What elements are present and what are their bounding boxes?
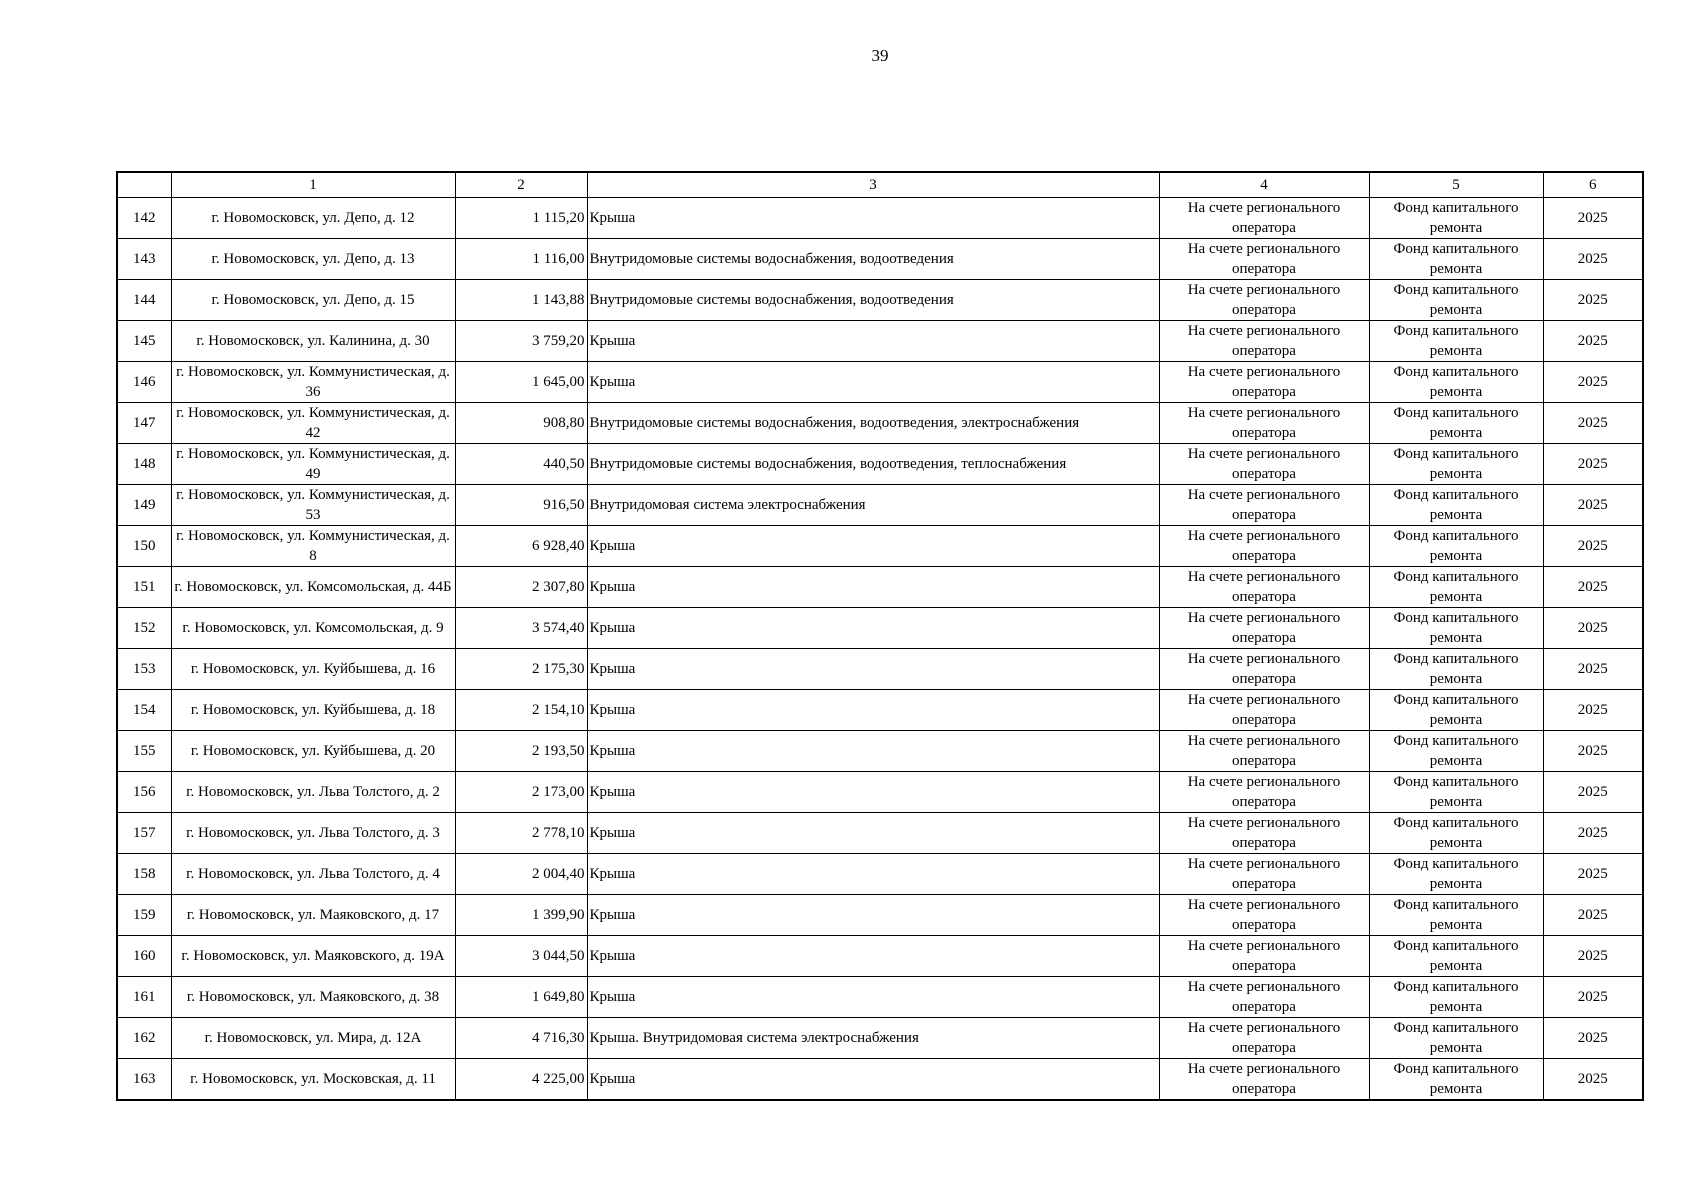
address-cell: г. Новомосковск, ул. Маяковского, д. 17	[171, 895, 455, 936]
funding-source-cell: Фонд капитального ремонта	[1369, 198, 1543, 239]
account-cell: На счете регионального оператора	[1159, 280, 1369, 321]
row-number: 154	[117, 690, 171, 731]
row-number: 157	[117, 813, 171, 854]
work-type-cell: Крыша	[587, 567, 1159, 608]
row-number: 150	[117, 526, 171, 567]
table-row	[117, 239, 1643, 280]
table-row	[117, 731, 1643, 772]
work-type-cell: Крыша	[587, 936, 1159, 977]
area-cell: 6 928,40	[455, 526, 587, 567]
account-cell: На счете регионального оператора	[1159, 403, 1369, 444]
table-row	[117, 444, 1643, 485]
area-cell: 4 225,00	[455, 1059, 587, 1101]
work-type-cell: Крыша	[587, 690, 1159, 731]
area-cell: 2 173,00	[455, 772, 587, 813]
account-cell: На счете регионального оператора	[1159, 485, 1369, 526]
work-type-cell: Крыша. Внутридомовая система электроснабжения	[587, 1018, 1159, 1059]
work-type-cell: Крыша	[587, 731, 1159, 772]
account-cell: На счете регионального оператора	[1159, 444, 1369, 485]
year-cell: 2025	[1543, 280, 1643, 321]
row-number: 145	[117, 321, 171, 362]
capital-repair-table	[116, 171, 1644, 1101]
header-cell: 4	[1159, 172, 1369, 198]
account-cell: На счете регионального оператора	[1159, 362, 1369, 403]
account-cell: На счете регионального оператора	[1159, 936, 1369, 977]
work-type-cell: Крыша	[587, 198, 1159, 239]
header-cell: 1	[171, 172, 455, 198]
header-row	[117, 172, 1643, 198]
table-row	[117, 280, 1643, 321]
funding-source-cell: Фонд капитального ремонта	[1369, 280, 1543, 321]
year-cell: 2025	[1543, 977, 1643, 1018]
year-cell: 2025	[1543, 608, 1643, 649]
work-type-cell: Крыша	[587, 977, 1159, 1018]
area-cell: 1 649,80	[455, 977, 587, 1018]
address-cell: г. Новомосковск, ул. Маяковского, д. 19А	[171, 936, 455, 977]
funding-source-cell: Фонд капитального ремонта	[1369, 567, 1543, 608]
table-row	[117, 772, 1643, 813]
work-type-cell: Внутридомовые системы водоснабжения, водоотведения, электроснабжения	[587, 403, 1159, 444]
row-number: 163	[117, 1059, 171, 1101]
account-cell: На счете регионального оператора	[1159, 567, 1369, 608]
account-cell: На счете регионального оператора	[1159, 813, 1369, 854]
work-type-cell: Крыша	[587, 362, 1159, 403]
area-cell: 908,80	[455, 403, 587, 444]
year-cell: 2025	[1543, 690, 1643, 731]
area-cell: 1 399,90	[455, 895, 587, 936]
year-cell: 2025	[1543, 1059, 1643, 1101]
row-number: 152	[117, 608, 171, 649]
funding-source-cell: Фонд капитального ремонта	[1369, 649, 1543, 690]
work-type-cell: Внутридомовые системы водоснабжения, водоотведения, теплоснабжения	[587, 444, 1159, 485]
area-cell: 916,50	[455, 485, 587, 526]
funding-source-cell: Фонд капитального ремонта	[1369, 895, 1543, 936]
page-number: 39	[871, 46, 889, 65]
address-cell: г. Новомосковск, ул. Депо, д. 13	[171, 239, 455, 280]
address-cell: г. Новомосковск, ул. Калинина, д. 30	[171, 321, 455, 362]
work-type-cell: Крыша	[587, 321, 1159, 362]
work-type-cell: Внутридомовые системы водоснабжения, водоотведения	[587, 280, 1159, 321]
account-cell: На счете регионального оператора	[1159, 1059, 1369, 1101]
year-cell: 2025	[1543, 526, 1643, 567]
row-number: 147	[117, 403, 171, 444]
header-cell: 2	[455, 172, 587, 198]
table-row	[117, 690, 1643, 731]
account-cell: На счете регионального оператора	[1159, 649, 1369, 690]
header-cell: 6	[1543, 172, 1643, 198]
work-type-cell: Крыша	[587, 1059, 1159, 1101]
funding-source-cell: Фонд капитального ремонта	[1369, 403, 1543, 444]
area-cell: 2 154,10	[455, 690, 587, 731]
year-cell: 2025	[1543, 567, 1643, 608]
address-cell: г. Новомосковск, ул. Куйбышева, д. 18	[171, 690, 455, 731]
funding-source-cell: Фонд капитального ремонта	[1369, 321, 1543, 362]
address-cell: г. Новомосковск, ул. Коммунистическая, д. 8	[171, 526, 455, 567]
funding-source-cell: Фонд капитального ремонта	[1369, 690, 1543, 731]
address-cell: г. Новомосковск, ул. Комсомольская, д. 44Б	[171, 567, 455, 608]
funding-source-cell: Фонд капитального ремонта	[1369, 239, 1543, 280]
year-cell: 2025	[1543, 403, 1643, 444]
address-cell: г. Новомосковск, ул. Коммунистическая, д. 49	[171, 444, 455, 485]
address-cell: г. Новомосковск, ул. Льва Толстого, д. 2	[171, 772, 455, 813]
address-cell: г. Новомосковск, ул. Куйбышева, д. 16	[171, 649, 455, 690]
address-cell: г. Новомосковск, ул. Московская, д. 11	[171, 1059, 455, 1101]
account-cell: На счете регионального оператора	[1159, 198, 1369, 239]
account-cell: На счете регионального оператора	[1159, 854, 1369, 895]
address-cell: г. Новомосковск, ул. Маяковского, д. 38	[171, 977, 455, 1018]
work-type-cell: Внутридомовая система электроснабжения	[587, 485, 1159, 526]
row-number: 151	[117, 567, 171, 608]
area-cell: 2 193,50	[455, 731, 587, 772]
area-cell: 1 115,20	[455, 198, 587, 239]
account-cell: На счете регионального оператора	[1159, 321, 1369, 362]
year-cell: 2025	[1543, 198, 1643, 239]
table-row	[117, 813, 1643, 854]
work-type-cell: Крыша	[587, 649, 1159, 690]
address-cell: г. Новомосковск, ул. Коммунистическая, д. 42	[171, 403, 455, 444]
year-cell: 2025	[1543, 854, 1643, 895]
funding-source-cell: Фонд капитального ремонта	[1369, 813, 1543, 854]
table-row	[117, 936, 1643, 977]
table-row	[117, 977, 1643, 1018]
area-cell: 1 143,88	[455, 280, 587, 321]
work-type-cell: Крыша	[587, 895, 1159, 936]
account-cell: На счете регионального оператора	[1159, 731, 1369, 772]
year-cell: 2025	[1543, 895, 1643, 936]
area-cell: 440,50	[455, 444, 587, 485]
row-number: 156	[117, 772, 171, 813]
row-number: 155	[117, 731, 171, 772]
year-cell: 2025	[1543, 936, 1643, 977]
funding-source-cell: Фонд капитального ремонта	[1369, 1059, 1543, 1101]
header-cell: 5	[1369, 172, 1543, 198]
funding-source-cell: Фонд капитального ремонта	[1369, 362, 1543, 403]
table-row	[117, 403, 1643, 444]
area-cell: 2 307,80	[455, 567, 587, 608]
area-cell: 4 716,30	[455, 1018, 587, 1059]
row-number: 158	[117, 854, 171, 895]
year-cell: 2025	[1543, 649, 1643, 690]
area-cell: 2 004,40	[455, 854, 587, 895]
area-cell: 2 778,10	[455, 813, 587, 854]
address-cell: г. Новомосковск, ул. Комсомольская, д. 9	[171, 608, 455, 649]
work-type-cell: Крыша	[587, 813, 1159, 854]
table-row	[117, 1059, 1643, 1101]
table-row	[117, 567, 1643, 608]
area-cell: 1 116,00	[455, 239, 587, 280]
address-cell: г. Новомосковск, ул. Куйбышева, д. 20	[171, 731, 455, 772]
row-number: 160	[117, 936, 171, 977]
work-type-cell: Внутридомовые системы водоснабжения, водоотведения	[587, 239, 1159, 280]
account-cell: На счете регионального оператора	[1159, 895, 1369, 936]
work-type-cell: Крыша	[587, 608, 1159, 649]
funding-source-cell: Фонд капитального ремонта	[1369, 485, 1543, 526]
year-cell: 2025	[1543, 731, 1643, 772]
year-cell: 2025	[1543, 321, 1643, 362]
funding-source-cell: Фонд капитального ремонта	[1369, 526, 1543, 567]
table-row	[117, 321, 1643, 362]
row-number: 149	[117, 485, 171, 526]
row-number: 143	[117, 239, 171, 280]
header-cell	[117, 172, 171, 198]
funding-source-cell: Фонд капитального ремонта	[1369, 731, 1543, 772]
table-row	[117, 362, 1643, 403]
table-row	[117, 526, 1643, 567]
row-number: 153	[117, 649, 171, 690]
area-cell: 3 759,20	[455, 321, 587, 362]
address-cell: г. Новомосковск, ул. Депо, д. 15	[171, 280, 455, 321]
year-cell: 2025	[1543, 444, 1643, 485]
year-cell: 2025	[1543, 362, 1643, 403]
account-cell: На счете регионального оператора	[1159, 1018, 1369, 1059]
address-cell: г. Новомосковск, ул. Льва Толстого, д. 4	[171, 854, 455, 895]
table-row	[117, 608, 1643, 649]
funding-source-cell: Фонд капитального ремонта	[1369, 444, 1543, 485]
table-row	[117, 1018, 1643, 1059]
address-cell: г. Новомосковск, ул. Коммунистическая, д. 36	[171, 362, 455, 403]
funding-source-cell: Фонд капитального ремонта	[1369, 772, 1543, 813]
year-cell: 2025	[1543, 1018, 1643, 1059]
table-row	[117, 895, 1643, 936]
area-cell: 2 175,30	[455, 649, 587, 690]
year-cell: 2025	[1543, 772, 1643, 813]
address-cell: г. Новомосковск, ул. Льва Толстого, д. 3	[171, 813, 455, 854]
row-number: 159	[117, 895, 171, 936]
funding-source-cell: Фонд капитального ремонта	[1369, 977, 1543, 1018]
row-number: 146	[117, 362, 171, 403]
table-row	[117, 485, 1643, 526]
work-type-cell: Крыша	[587, 854, 1159, 895]
table-row	[117, 854, 1643, 895]
account-cell: На счете регионального оператора	[1159, 526, 1369, 567]
work-type-cell: Крыша	[587, 526, 1159, 567]
area-cell: 3 574,40	[455, 608, 587, 649]
account-cell: На счете регионального оператора	[1159, 772, 1369, 813]
address-cell: г. Новомосковск, ул. Мира, д. 12А	[171, 1018, 455, 1059]
row-number: 142	[117, 198, 171, 239]
year-cell: 2025	[1543, 239, 1643, 280]
funding-source-cell: Фонд капитального ремонта	[1369, 854, 1543, 895]
row-number: 144	[117, 280, 171, 321]
account-cell: На счете регионального оператора	[1159, 977, 1369, 1018]
table-row	[117, 649, 1643, 690]
table-row	[117, 198, 1643, 239]
address-cell: г. Новомосковск, ул. Депо, д. 12	[171, 198, 455, 239]
year-cell: 2025	[1543, 485, 1643, 526]
area-cell: 3 044,50	[455, 936, 587, 977]
funding-source-cell: Фонд капитального ремонта	[1369, 608, 1543, 649]
header-cell: 3	[587, 172, 1159, 198]
row-number: 162	[117, 1018, 171, 1059]
row-number: 161	[117, 977, 171, 1018]
funding-source-cell: Фонд капитального ремонта	[1369, 1018, 1543, 1059]
account-cell: На счете регионального оператора	[1159, 608, 1369, 649]
row-number: 148	[117, 444, 171, 485]
account-cell: На счете регионального оператора	[1159, 239, 1369, 280]
year-cell: 2025	[1543, 813, 1643, 854]
address-cell: г. Новомосковск, ул. Коммунистическая, д. 53	[171, 485, 455, 526]
funding-source-cell: Фонд капитального ремонта	[1369, 936, 1543, 977]
account-cell: На счете регионального оператора	[1159, 690, 1369, 731]
work-type-cell: Крыша	[587, 772, 1159, 813]
area-cell: 1 645,00	[455, 362, 587, 403]
